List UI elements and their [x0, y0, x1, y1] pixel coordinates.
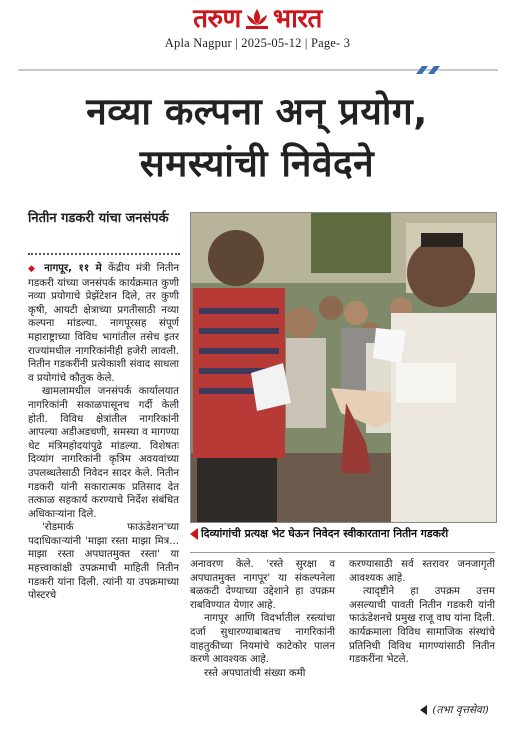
article-paragraph: रस्ते अपघातांची संख्या कमी [204, 667, 306, 679]
photo-caption: दिव्यांगांची प्रत्यक्ष भेट घेऊन निवेदन स्वीकारताना नितीन गडकरी [190, 527, 495, 541]
subheadline: नितीन गडकरी यांचा जनसंपर्क [28, 211, 169, 226]
news-source: (तभा वृत्तसेवा) [420, 703, 489, 717]
source-arrow-icon [420, 705, 427, 715]
caption-marker-icon [190, 528, 198, 540]
headline-line-1: नव्या कल्पना अन् प्रयोग, [86, 90, 428, 133]
article-paragraph: खामलामधील जनसंपर्क कार्यालयात नागरिकांनी सकाळपासूनच गर्दी केली होती. विविध क्षेत्रांतील नागरिकांनी आपल्या अडीअडचणी, समस्या व मागण्या थेट मंत्रिमहोदयांपुढे मांडल्या. विशेषतः दिव्यांग नागरिकांनी कृत्रिम अवयवांच्या उपलब्धतेसाठी निवेदन सादर केले. नितीन गडकरी यांनी सकारात्मक प्रतिसाद देत तत्काळ सहकार्य करण्याचे निर्देश संबंधित अधिकाऱ्यांना दिले. [28, 386, 179, 520]
edition-date: 2025-05-12 [241, 36, 302, 50]
newspaper-logo [193, 4, 322, 34]
edition-name: Apla Nagpur [164, 36, 232, 50]
headline-line-2: समस्यांची निवेदने [139, 142, 375, 185]
dateline: नागपूर, ११ मे [44, 263, 102, 274]
article-paragraph: त्यादृष्टीने हा उपक्रम उत्तम असल्याची पावती नितीन गडकरी यांनी फाऊंडेशनचे प्रमुख राजू वाघ यांना दिली. कार्यक्रमाला विविध सामाजिक संस्थांचे प्रतिनिधी विविध मागण्यांसाठी नितीन गडकरींना भेटले. [349, 586, 495, 666]
logo-text-right: भारत [272, 4, 322, 34]
rule-accent-marks [412, 66, 442, 74]
headline [14, 86, 500, 190]
page-number: Page- 3 [310, 36, 351, 50]
article-column-2 [190, 558, 335, 680]
article-paragraph: नागपूर आणि विदर्भातील रस्त्यांचा दर्जा सुधारण्याबाबतच नागरिकांनी वाहतुकीच्या नियमांचे काटेकोर पालन करणे आवश्यक आहे. [190, 613, 335, 666]
article-paragraph: 'रोडमार्क फाऊंडेशन'च्या पदाधिकाऱ्यांनी 'माझा रस्ता माझा मित्र... माझा रस्ता अपघातमुक्त रस्ता' या महत्त्वाकांक्षी उपक्रमाची माहिती नितीन गडकरी यांना दिली. त्यांनी या उपक्रमाच्या पोस्टरचे [28, 522, 179, 602]
subheadline-rule [28, 253, 180, 255]
article-column-1 [28, 262, 179, 603]
logo-text-left: तरुण [193, 4, 241, 34]
article-paragraph: करण्यासाठी सर्व स्तरावर जनजागृती आवश्यक आहे. [349, 559, 495, 584]
news-photo [190, 212, 497, 523]
caption-rule [190, 552, 495, 553]
masthead [0, 4, 515, 51]
article-column-3 [349, 558, 495, 667]
article-paragraph: ◆ नागपूर, ११ मे केंद्रीय मंत्री नितीन गडकरी यांच्या जनसंपर्क कार्यक्रमात कुणी नव्या प्रयोगाचे प्रेझेंटेशन दिले, तर कुणी कृषी, आयटी क्षेत्राच्या प्रगतीसाठी नव्या कल्पना मांडल्या. नागपूरसह संपूर्ण महाराष्ट्राच्या विविध भागांतील तसेच इतर राज्यांमधील नागरिकांनीही हजेरी लावली. नितीन गडकरींनी प्रत्येकाशी संवाद साधला व प्रयोगांचे कौतुक केले. [28, 263, 179, 384]
lotus-emblem-icon [244, 7, 270, 31]
edition-line: Apla Nagpur | 2025-05-12 | Page- 3 [164, 36, 351, 50]
article-paragraph: अनावरण केले. 'रस्ते सुरक्षा व अपघातमुक्त नागपूर' या संकल्पनेला बळकटी देण्याच्या उद्देशाने हा उपक्रम राबविण्यात येणार आहे. [190, 559, 335, 611]
dateline-bullet-icon: ◆ [28, 264, 38, 274]
